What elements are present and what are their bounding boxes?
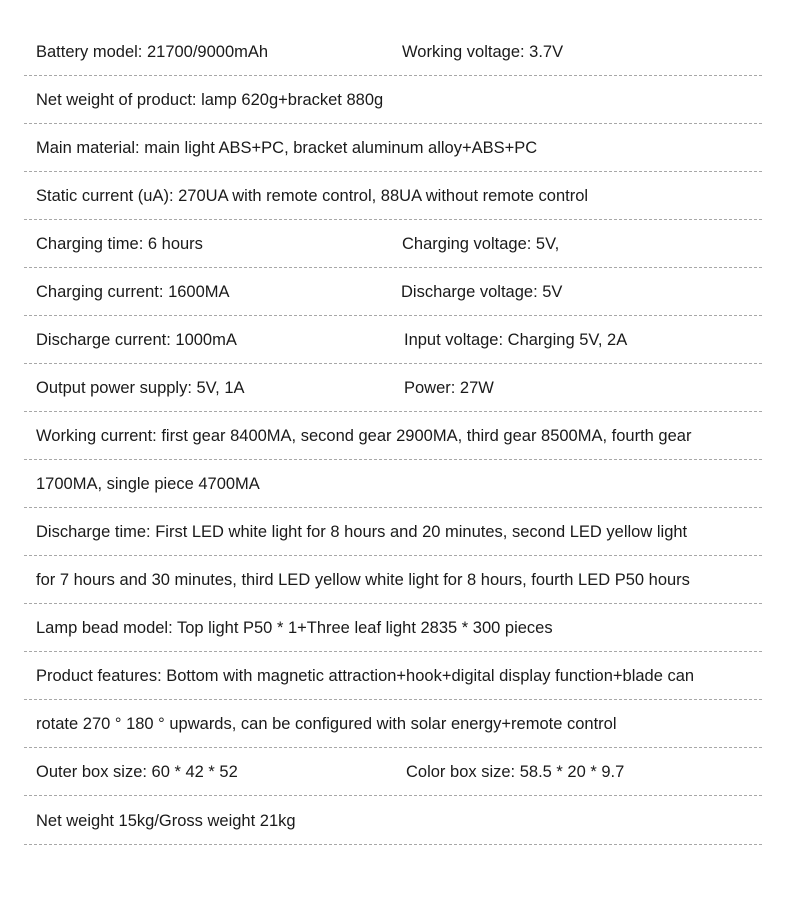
spec-row <box>24 604 762 652</box>
spec-label-output-power-supply: Output power supply: 5V, 1A <box>36 379 245 397</box>
spec-row <box>24 412 762 460</box>
spec-label-charging-time: Charging time: 6 hours <box>36 235 203 253</box>
spec-row <box>24 364 762 412</box>
spec-label-working-voltage: Working voltage: 3.7V <box>402 43 564 61</box>
spec-label-discharge-time: Discharge time: First LED white light for 8 hours and 20 minutes, second LED yellow light <box>36 523 688 541</box>
spec-row <box>24 172 762 220</box>
spec-label-static-current: Static current (uA): 270UA with remote control, 88UA without remote control <box>36 187 589 205</box>
spec-row <box>24 652 762 700</box>
spec-label-input-voltage: Input voltage: Charging 5V, 2A <box>404 331 628 349</box>
spec-row <box>24 460 762 508</box>
spec-label-net-weight-product: Net weight of product: lamp 620g+bracket 880g <box>36 91 384 109</box>
spec-label-lamp-bead-model: Lamp bead model: Top light P50 * 1+Three leaf light 2835 * 300 pieces <box>36 619 553 637</box>
spec-label-discharge-current: Discharge current: 1000mA <box>36 331 237 349</box>
spec-label-charging-current: Charging current: 1600MA <box>36 283 230 301</box>
spec-label-power: Power: 27W <box>404 379 494 397</box>
spec-row <box>24 220 762 268</box>
spec-row <box>24 700 762 748</box>
spec-label-discharge-voltage: Discharge voltage: 5V <box>401 283 563 301</box>
spec-label-product-features-cont: rotate 270 ° 180 ° upwards, can be configured with solar energy+remote control <box>36 715 617 733</box>
spec-label-color-box-size: Color box size: 58.5 * 20 * 9.7 <box>406 763 625 781</box>
spec-label-outer-box-size: Outer box size: 60 * 42 * 52 <box>36 763 238 781</box>
spec-label-battery-model: Battery model: 21700/9000mAh <box>36 43 269 61</box>
spec-label-net-gross-weight: Net weight 15kg/Gross weight 21kg <box>36 812 296 830</box>
spec-row <box>24 748 762 796</box>
spec-row <box>24 556 762 604</box>
spec-row <box>24 76 762 124</box>
spec-label-discharge-time-cont: for 7 hours and 30 minutes, third LED yellow white light for 8 hours, fourth LED P50 hours <box>36 571 690 589</box>
spec-row <box>24 508 762 556</box>
spec-label-main-material: Main material: main light ABS+PC, bracket aluminum alloy+ABS+PC <box>36 139 538 157</box>
spec-row <box>24 797 762 845</box>
spec-label-working-current-cont: 1700MA, single piece 4700MA <box>36 475 260 493</box>
spec-row <box>24 316 762 364</box>
spec-label-product-features: Product features: Bottom with magnetic attraction+hook+digital display function+blade can <box>36 667 695 685</box>
spec-row <box>24 268 762 316</box>
spec-label-working-current: Working current: first gear 8400MA, second gear 2900MA, third gear 8500MA, fourth gear <box>36 427 692 445</box>
spec-row <box>24 28 762 76</box>
spec-row <box>24 124 762 172</box>
spec-label-charging-voltage: Charging voltage: 5V, <box>402 235 560 253</box>
